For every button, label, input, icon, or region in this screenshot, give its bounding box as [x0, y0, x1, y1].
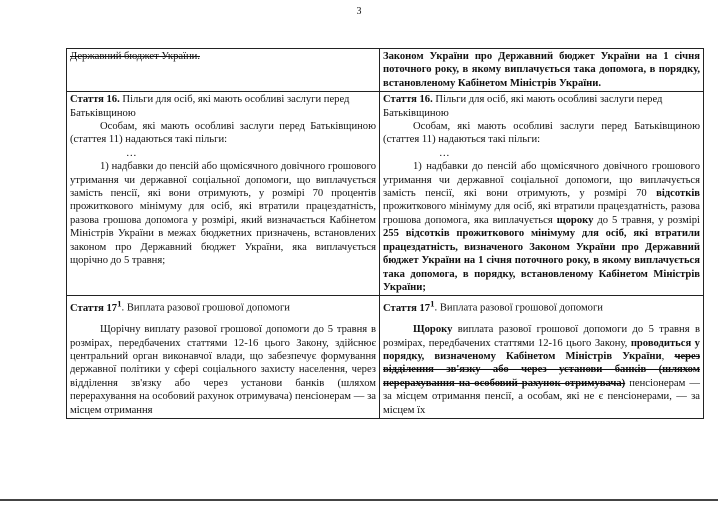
article-number: Стаття 16.: [70, 94, 120, 106]
comparison-table: [66, 48, 704, 419]
article-title: Пільги для осіб, які мають особливі заслуги перед Батьківщиною: [70, 94, 350, 119]
added-text: 255 відсотків прожиткового мінімуму для осіб, які втратили працездатність, визначеного Законом України про Державний бюджет України на 1 січня поточного року, в якому виплачується така допомога, в порядку, встановленому Кабінетом Міністрів України;: [383, 228, 700, 293]
article-heading: [383, 297, 700, 315]
text-run: прожиткового мінімуму для осіб, які втратили працездатність, разова грошова допомога, яка виплачується: [383, 201, 700, 226]
added-text: Законом України про Державний бюджет України на 1 січня поточного року, в якому виплачується така допомога, в порядку, встановленому Кабінетом Міністрів України.: [383, 51, 700, 89]
article-number: Стаття $17^1$: [383, 298, 435, 314]
ellipsis: …: [439, 147, 450, 159]
added-text: щороку: [556, 214, 594, 226]
text-run: виплата разової грошової допомоги до 5 травня в розмірах, передбачених статтями 12-16 цього Закону,: [383, 324, 700, 349]
added-text: Щороку: [413, 324, 453, 336]
article-number: Стаття $17^1$: [70, 298, 122, 314]
intro-paragraph: Особам, які мають особливі заслуги перед Батьківщиною (статтея 11) надаються такі пільги:: [70, 121, 376, 146]
added-text: відсотків: [656, 188, 700, 200]
article-title: . Виплата разової грошової допомоги: [434, 302, 603, 314]
proposed-text-cell: [380, 296, 704, 419]
intro-paragraph: Особам, які мають особливі заслуги перед Батьківщиною (статтея 11) надаються такі пільги:: [383, 121, 700, 146]
current-text-cell: [67, 92, 380, 296]
item-paragraph: 1) надбавки до пенсій або щомісячного довічного грошового утримання чи державної соціальної допомоги, що виплачується замість пенсії, які вони отримують, у розмірі 70 процентів прожиткового мінімуму для осіб, які втратили працездатність, разова грошова допомога у розмірі, який визначається Кабінетом Міністрів України в межах бюджетних призначень, встановлених законом про Державний бюджет України, яка виплачується щорічно до 5 травня;: [70, 161, 376, 267]
article-number: Стаття 16.: [383, 94, 433, 106]
struck-text: через відділення зв'язку або через установи банків (шляхом перерахування на особовий рахунок отримувача): [383, 351, 700, 389]
text-run: 1) надбавки до пенсій або щомісячного довічного грошового утримання чи державної соціальної допомоги, що виплачується замість пенсії, які вони отримують, у розмірі 70: [383, 161, 700, 200]
page-bottom-edge: [0, 499, 718, 501]
table-row: [67, 296, 704, 419]
article-heading: [70, 297, 376, 315]
article-heading: [383, 93, 700, 120]
text-run: пенсіонерам — за місцем отримання пенсії, а особам, які не є пенсіонерами, — за місцем їх: [383, 377, 700, 416]
current-text-cell: [67, 296, 380, 419]
current-text-cell: [67, 49, 380, 92]
article-title: . Виплата разової грошової допомоги: [121, 302, 290, 314]
article-heading: [70, 93, 376, 120]
table-row: [67, 49, 704, 92]
ellipsis: …: [126, 147, 137, 159]
article-paragraph: Щорічну виплату разової грошової допомоги до 5 травня в розмірах, передбачених статтями 12-16 цього Закону, здійснює центральний орган виконавчої влади, що забезпечує формування державної політики у сфері соціального захисту населення, через відділення зв'язку або через установи банків (шляхом перерахування на особовий рахунок отримувача) пенсіонерам — за місцем отримання: [70, 324, 376, 416]
text-run: до 5 травня, у розмірі: [593, 214, 700, 226]
proposed-text-cell: [380, 92, 704, 296]
proposed-text-cell: [380, 49, 704, 92]
page-number: 3: [356, 6, 362, 17]
article-paragraph: [383, 323, 700, 417]
table-row: [67, 92, 704, 296]
struck-text: Державний бюджет України.: [70, 51, 200, 62]
item-paragraph: [383, 160, 700, 294]
text-run: ,: [661, 351, 675, 363]
article-title: Пільги для осіб, які мають особливі заслуги перед Батьківщиною: [383, 94, 663, 119]
added-text: проводиться у порядку, визначеному Кабінетом Міністрів України: [383, 337, 700, 363]
